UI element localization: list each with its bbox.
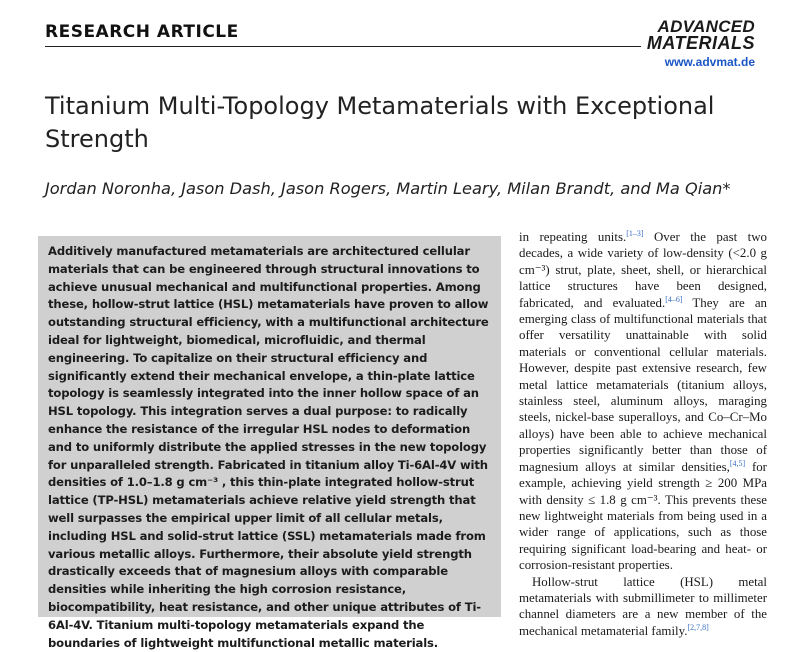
logo-line-2: MATERIALS (646, 33, 755, 53)
citation-link[interactable]: [4–6] (665, 294, 683, 304)
journal-logo (647, 18, 755, 52)
body-text: Hollow-strut lattice (HSL) metal metamaterials with submillimeter to millimeter channel diameters are a new member of the mechanical metamaterial family. (519, 574, 767, 638)
author-list: Jordan Noronha, Jason Dash, Jason Rogers, Martin Leary, Milan Brandt, and Ma Qian* (45, 179, 731, 198)
body-text: Over the past two decades, a wide variety of low-density (<2.0 g cm⁻³) strut, plate, sheet, shell, or hierarchical lattice structures have been designed, fabricated, and evaluated. (519, 230, 767, 310)
section-label: RESEARCH ARTICLE (45, 22, 239, 42)
article-title: Titanium Multi-Topology Metamaterials with Exceptional Strength (45, 92, 715, 153)
body-paragraph-1 (519, 229, 767, 574)
body-text: for example, achieving yield strength ≥ 200 MPa with density ≤ 1.8 g cm⁻³. This prevents these new lightweight materials from being used in a wider range of applications, such as those requiring significant load-bearing and heat- or corrosion-resistant properties. (519, 459, 767, 573)
body-text: They are an emerging class of multifunctional materials that offer versatility unattainable with solid materials or conventional cellular materials. However, despite past extensive research, few metal lattice metamaterials (titanium alloys, stainless steel, aluminum alloys, maraging steels, nickel-base superalloys, and Co–Cr–Mo alloys) have been able to achieve mechanical properties significantly better than those of magnesium alloys at similar densities, (519, 295, 767, 474)
header-divider (45, 46, 641, 47)
journal-url-link[interactable]: www.advmat.de (664, 55, 755, 69)
logo-line-1: ADVANCED (657, 17, 755, 36)
abstract-text: Additively manufactured metamaterials are architectured cellular materials that can be engineered through structural innovations to achieve unusual mechanical and multifunctional properties. Among these, hollow-strut lattice (HSL) metamaterials have proven to allow outstanding structural efficiency, with a multifunctional architecture ideal for lightweight, biomedical, microfluidic, and thermal engineering. To capitalize on their structural efficiency and significantly extend their mechanical envelope, a thin-plate lattice topology is seamlessly integrated into the inner hollow space of an HSL topology. This integration serves a dual purpose: to radically enhance the resistance of the irregular HSL nodes to deformation and to uniformly distribute the applied stresses in the new topology for unparalleled strength. Fabricated in titanium alloy Ti-6Al-4V with densities of 1.0–1.8 g cm⁻³ , this thin-plate integrated hollow-strut lattice (TP-HSL) metamaterials achieve relative yield strength that well surpasses the empirical upper limit of all cellular metals, including HSL and solid-strut lattice (SSL) metamaterials made from various metallic alloys. Furthermore, their absolute yield strength drastically exceeds that of magnesium alloys with comparable densities while inheriting the high corrosion resistance, biocompatibility, heat resistance, and other unique attributes of Ti-6Al-4V. Titanium multi-topology metamaterials expand the boundaries of lightweight multifunctional metallic materials. (48, 244, 489, 650)
citation-link[interactable]: [2,7,8] (687, 622, 709, 632)
abstract-box (38, 236, 501, 650)
body-text: in repeating units. (519, 230, 627, 244)
citation-link[interactable]: [1–3] (626, 229, 644, 238)
body-paragraph-2 (519, 574, 767, 640)
body-column (519, 229, 767, 642)
citation-link[interactable]: [4,5] (729, 458, 746, 468)
